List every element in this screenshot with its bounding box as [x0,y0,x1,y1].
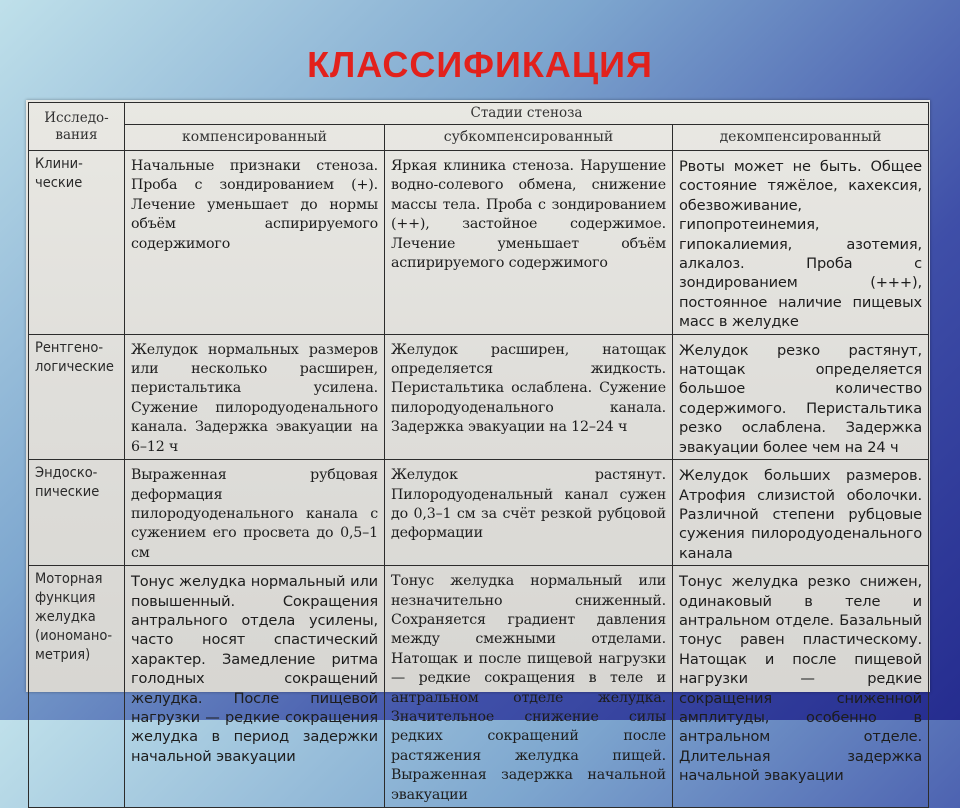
table-cell: Тонус желудка резко снижен, одинаковый в теле и антральном отделе. Базальный тонус равен пластическому. Натощак и после пищевой нагрузки — редкие сокращения сниженной амплитуды, особенно в антральном отделе. Длительная задержка начальной эвакуации [673,566,929,808]
table-cell: Выраженная рубцовая деформация пилородуоденального канала с сужением его просвета до 0,5–1 см [125,460,385,566]
table-cell: Желудок растянут. Пилородуоденальный канал сужен до 0,3–1 см за счёт резкой рубцовой деформации [385,460,673,566]
table-row-clinical [29,151,929,335]
table-cell: Начальные признаки стеноза. Проба с зондированием (+). Лечение уменьшает до нормы объём аспирируемого содержимого [125,151,385,335]
row-header-radiological: Рентгено-логические [29,334,125,459]
scanned-table-image [26,100,930,803]
classification-table [28,102,929,808]
column-header-decompensated: декомпенсированный [673,125,929,151]
row-header-motor-function: Моторная функция желудка (иономано-метрия) [29,566,125,808]
row-header-clinical: Клини-ческие [29,151,125,335]
table-cell: Желудок нормальных размеров или несколько расширен, перистальтика усилена. Сужение пилородуоденального канала. Задержка эвакуации на 6–12 ч [125,334,385,459]
table-cell: Желудок больших размеров. Атрофия слизистой оболочки. Различной степени рубцовые сужения пилородуоденального канала [673,460,929,566]
slide-title: КЛАССИФИКАЦИЯ [307,44,653,85]
table-row-radiological [29,334,929,459]
row-header-endoscopic: Эндоско-пические [29,460,125,566]
table-cell: Тонус желудка нормальный или незначительно сниженный. Сохраняется градиент давления между смежными отделами. Натощак и после пищевой нагрузки — редкие сокращения в теле и антральном отделе желудка. Значительное снижение силы редких сокращений после растяжения желудка пищей. Выраженная задержка начальной эвакуации [385,566,673,808]
method-column-header: Исследо-вания [29,103,125,151]
column-header-subcompensated: субкомпенсированный [385,125,673,151]
table-cell: Желудок расширен, натощак определяется жидкость. Перистальтика ослаблена. Сужение пилородуоденального канала. Задержка эвакуации на 12–24 ч [385,334,673,459]
table-cell: Тонус желудка нормальный или повышенный. Сокращения антрального отдела усилены, часто носят спастический характер. Замедление ритма голодных сокращений желудка. После пищевой нагрузки — редкие сокращения желудка в период задержки начальной эвакуации [125,566,385,808]
table-cell: Желудок резко растянут, натощак определяется большое количество содержимого. Перистальтика резко ослаблена. Задержка эвакуации более чем на 24 ч [673,334,929,459]
table-cell: Яркая клиника стеноза. Нарушение водно-солевого обмена, снижение массы тела. Проба с зондированием (++), застойное содержимое. Лечение уменьшает объём аспирируемого содержимого [385,151,673,335]
table-row-endoscopic [29,460,929,566]
table-row-motor-function [29,566,929,808]
stages-header: Стадии стеноза [125,103,929,125]
column-header-compensated: компенсированный [125,125,385,151]
table-cell: Рвоты может не быть. Общее состояние тяжёлое, кахексия, обезвоживание, гипопротеинемия, гипокалиемия, азотемия, алкалоз. Проба с зондированием (+++), постоянное наличие пищевых масс в желудке [673,151,929,335]
